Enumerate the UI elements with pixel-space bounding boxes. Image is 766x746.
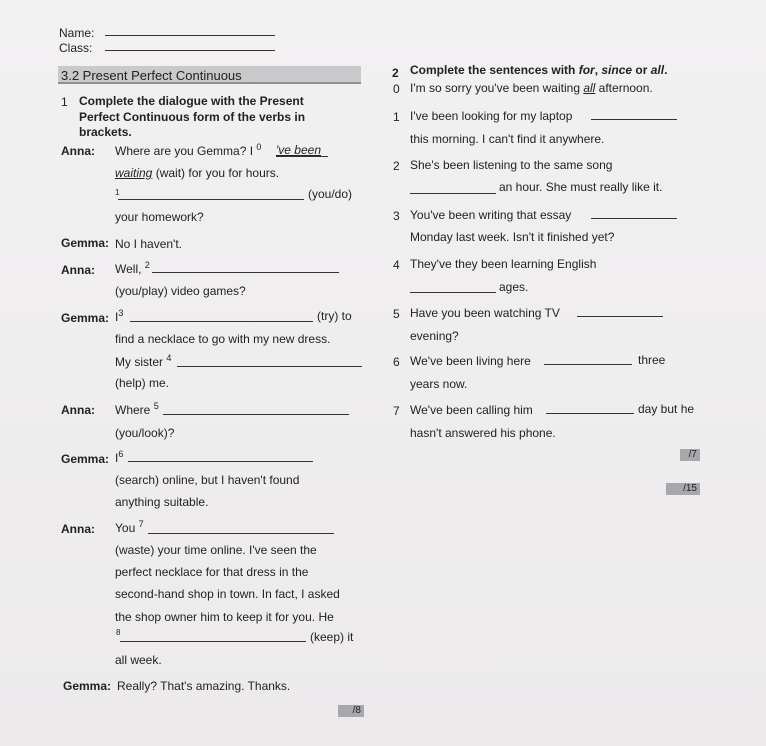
verb-hint: (keep) it [310, 630, 354, 644]
dialogue-text: (help) me. [115, 376, 170, 390]
dialogue-text: (you/play) video games? [115, 284, 246, 298]
ex2-instruction: Complete the sentences with for, since or all. [410, 63, 668, 77]
item-text: years now. [410, 377, 468, 391]
ex2-score: /7 [680, 449, 700, 461]
speaker-gemma: Gemma: [61, 236, 110, 250]
item-number: 3 [393, 209, 400, 223]
item-number: 5 [393, 307, 400, 321]
ex2-number: 2 [392, 66, 399, 80]
gap-number: 8 [116, 628, 121, 637]
speaker-gemma: Gemma: [63, 679, 112, 693]
gap-3-input[interactable] [130, 321, 313, 322]
speaker-anna: Anna: [61, 403, 95, 417]
ex1-score: /8 [338, 705, 364, 717]
item-number: 2 [393, 159, 400, 173]
gap-1-input[interactable] [118, 199, 304, 200]
speaker-anna: Anna: [61, 144, 95, 158]
ex1-instruction-2: Perfect Continuous form of the verbs in [79, 110, 306, 124]
ex2-gap-3-input[interactable] [591, 218, 677, 219]
answer-line-0 [276, 156, 328, 157]
dialogue-text: Well, $^2$ [115, 260, 150, 276]
item-text: ages. [499, 280, 529, 294]
item-text: an hour. She must really like it. [499, 180, 663, 194]
ex1-instruction-3: brackets. [79, 125, 132, 139]
name-field[interactable] [105, 35, 275, 36]
class-field[interactable] [105, 50, 275, 51]
ex2-gap-6-input[interactable] [544, 364, 632, 365]
ex2-gap-5-input[interactable] [577, 316, 663, 317]
ex2-gap-7-input[interactable] [546, 413, 634, 414]
dialogue-text: second-hand shop in town. In fact, I asked [115, 587, 340, 601]
item-text: They've they been learning English [410, 257, 597, 271]
gap-7-input[interactable] [148, 533, 334, 534]
dialogue-text: all week. [115, 653, 162, 667]
ex2-gap-2-input[interactable] [410, 193, 496, 194]
dialogue-text: (you/look)? [115, 426, 175, 440]
item-text: day but he [638, 402, 695, 416]
ex2-gap-1-input[interactable] [591, 119, 677, 120]
speaker-gemma: Gemma: [61, 452, 110, 466]
item-text: this morning. I can't find it anywhere. [410, 132, 605, 146]
dialogue-text: the shop owner him to keep it for you. He [115, 610, 334, 624]
gap-5-input[interactable] [163, 414, 349, 415]
item-text: We've been calling him [410, 403, 533, 417]
item-number: 4 [393, 258, 400, 272]
ex1-number: 1 [61, 95, 68, 109]
dialogue-text: Really? That's amazing. Thanks. [117, 679, 291, 693]
class-label: Class: [59, 41, 93, 55]
section-title: 3.2 Present Perfect Continuous [61, 68, 242, 83]
answer-example-part1: 've been [276, 143, 321, 157]
dialogue-text: perfect necklace for that dress in the [115, 565, 309, 579]
item-text: You've been writing that essay [410, 208, 572, 222]
ex1-instruction-1: Complete the dialogue with the Present [79, 94, 304, 108]
verb-hint: (you/do) [308, 187, 353, 201]
item-text: evening? [410, 329, 459, 343]
dialogue-text: My sister $^4$ [115, 353, 172, 369]
dialogue-text: $I^6$ [115, 449, 124, 465]
dialogue-text: (waste) your time online. I've seen the [115, 543, 317, 557]
item-text: hasn't answered his phone. [410, 426, 556, 440]
item-text: Have you been watching TV [410, 306, 560, 320]
item-number: 1 [393, 110, 400, 124]
verb-hint: (try) to [317, 309, 352, 323]
ex2-gap-4-input[interactable] [410, 292, 496, 293]
gap-4-input[interactable] [177, 366, 362, 367]
item-text: I've been looking for my laptop [410, 109, 573, 123]
gap-2-input[interactable] [152, 272, 339, 273]
example-sentence: I'm so sorry you've been waiting all afternoon. [410, 81, 653, 95]
speaker-anna: Anna: [61, 263, 95, 277]
dialogue-text: find a necklace to go with my new dress. [115, 332, 331, 346]
dialogue-text: Where $^5$ [115, 401, 159, 417]
gap-6-input[interactable] [128, 461, 313, 462]
speaker-anna: Anna: [61, 522, 95, 536]
gap-number: 1 [115, 188, 120, 197]
item-text: She's been listening to the same song [410, 158, 613, 172]
dialogue-text: (search) online, but I haven't found [115, 473, 300, 487]
item-number: 7 [393, 404, 400, 418]
item-text: three [638, 353, 666, 367]
dialogue-text: anything suitable. [115, 495, 209, 509]
dialogue-text: $I^3$ [115, 308, 124, 324]
item-number: 6 [393, 355, 400, 369]
total-score: /15 [666, 483, 700, 495]
name-label: Name: [59, 26, 95, 40]
dialogue-text: You $^7$ [115, 519, 144, 535]
item-text: Monday last week. Isn't it finished yet? [410, 230, 615, 244]
speaker-gemma: Gemma: [61, 311, 110, 325]
dialogue-text: Where are you Gemma? I $^0$ [115, 142, 262, 158]
item-number: 0 [393, 82, 400, 96]
dialogue-text: waiting (wait) for you for hours. [115, 166, 280, 180]
dialogue-text: your homework? [115, 210, 204, 224]
dialogue-text: No I haven't. [115, 237, 182, 251]
item-text: We've been living here [410, 354, 531, 368]
gap-8-input[interactable] [120, 641, 306, 642]
